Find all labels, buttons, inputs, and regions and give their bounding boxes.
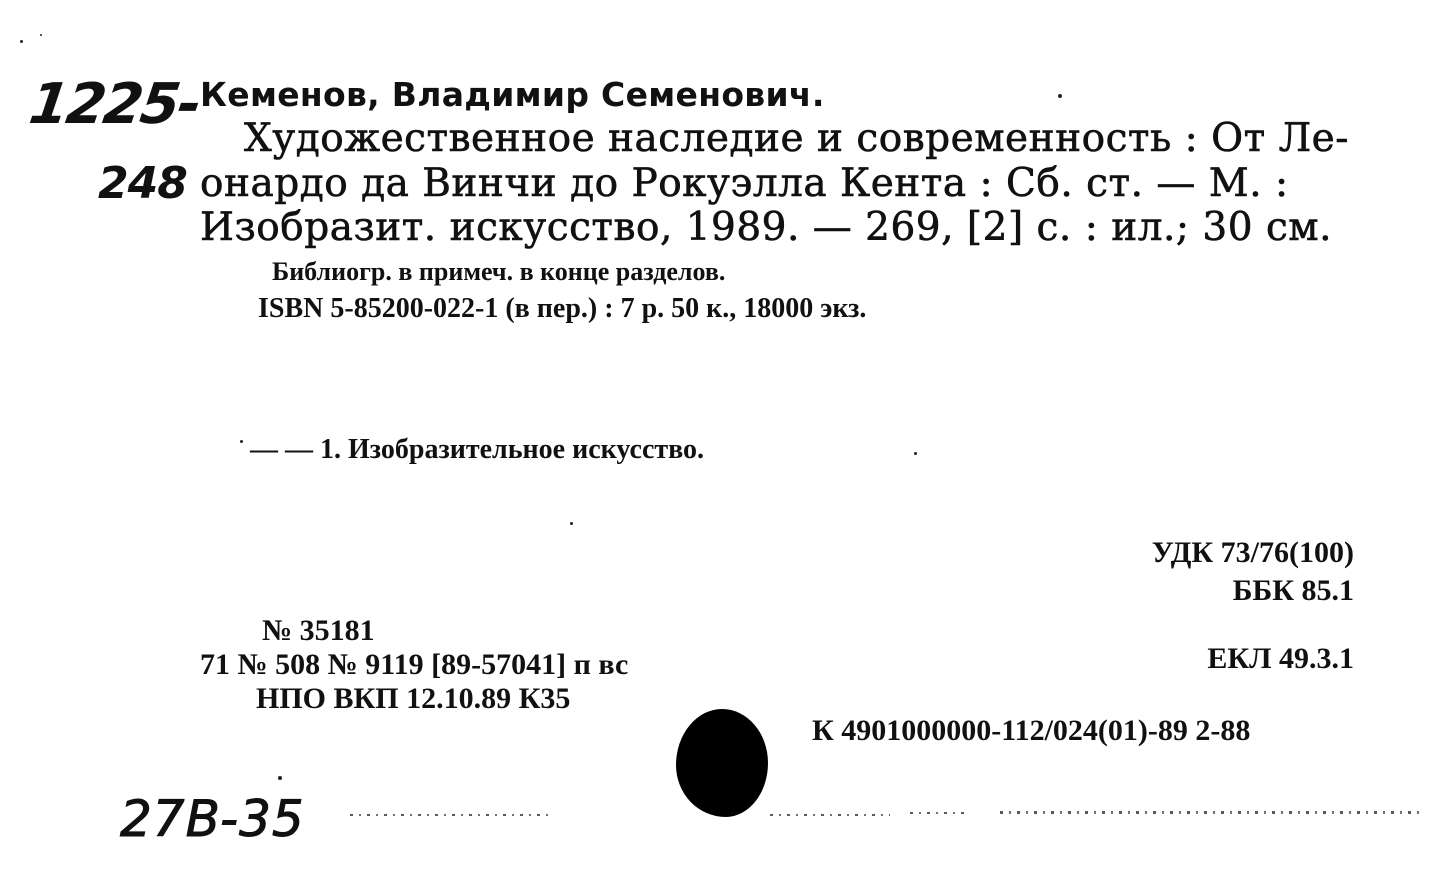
scan-speck [1058, 94, 1062, 98]
bibliography-note: Библиогр. в примеч. в конце разделов. [272, 257, 726, 286]
scan-noise-line [770, 814, 890, 816]
scan-speck [570, 522, 573, 525]
subject-tracing: — — 1. Изобразительное искусство. [250, 434, 705, 465]
handwritten-call-number-top: 1225- [25, 72, 204, 137]
scan-speck [914, 452, 917, 455]
scan-speck [278, 776, 282, 780]
publisher-line: НПО ВКП 12.10.89 К35 [256, 682, 571, 715]
ekl-code: ЕКЛ 49.3.1 [1207, 642, 1354, 675]
handwritten-inventory-mark: 27B-35 [120, 790, 305, 848]
ink-blot-hole [676, 709, 768, 817]
isbn-line: ISBN 5-85200-022-1 (в пер.) : 7 р. 50 к., 18000 экз. [258, 293, 867, 324]
scan-noise-line [1000, 811, 1420, 814]
card-number: № 35181 [262, 614, 375, 647]
scan-speck [40, 34, 42, 36]
order-line: 71 № 508 № 9119 [89-57041] п вс [200, 648, 629, 681]
handwritten-call-number-bottom: 248 [98, 158, 187, 209]
author-heading: Кеменов, Владимир Семенович. [200, 75, 825, 114]
title-line-3: Изобразит. искусство, 1989. — 269, [2] с. : ил.; 30 см. [200, 205, 1333, 250]
scan-speck [20, 40, 23, 43]
title-line-2: онардо да Винчи до Рокуэлла Кента : Сб. ст. — М. : [200, 161, 1289, 206]
bbk-code: ББК 85.1 [1232, 574, 1354, 607]
scan-noise-line [350, 814, 550, 816]
scan-speck [240, 440, 243, 443]
udk-code: УДК 73/76(100) [1151, 536, 1354, 569]
title-line-1: Художественное наследие и современность : От Ле- [244, 116, 1349, 161]
scan-noise-line [910, 812, 970, 814]
k-code: К 4901000000-112/024(01)-89 2-88 [812, 714, 1251, 747]
